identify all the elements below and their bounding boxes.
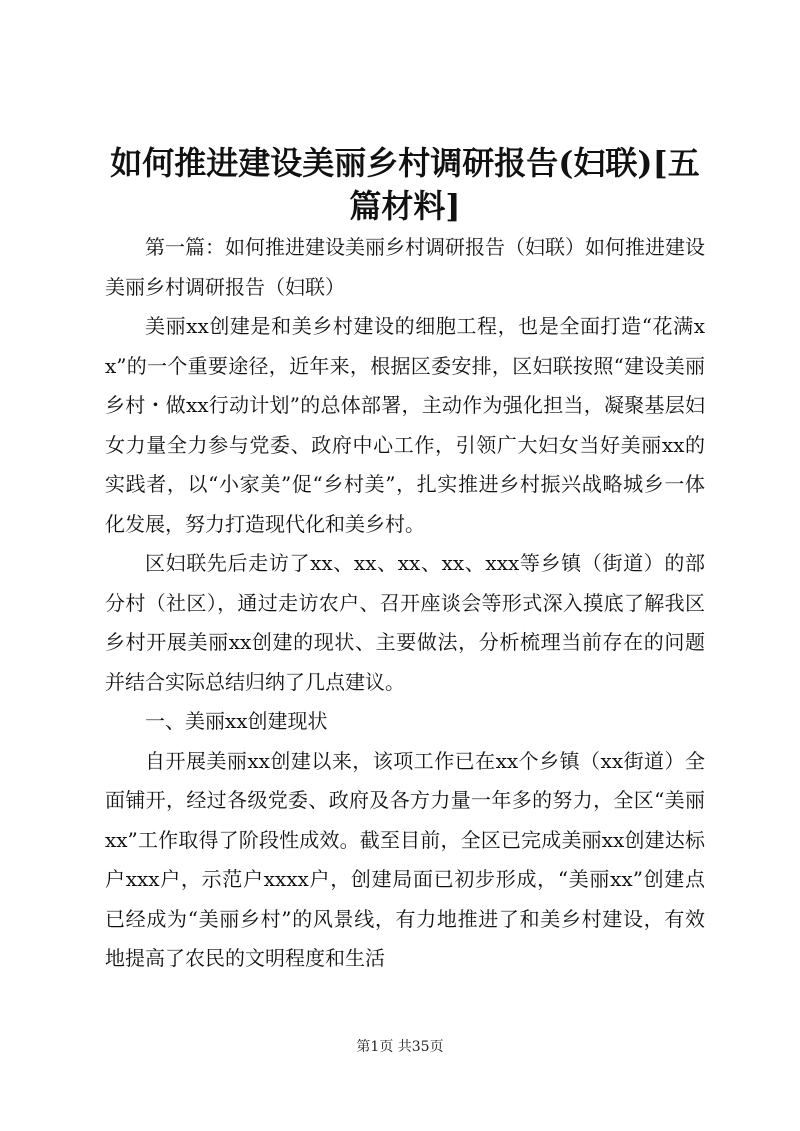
- document-body: [105, 228, 705, 979]
- section-heading: 一、美丽xx创建现状: [145, 709, 328, 733]
- paragraph-1: 第一篇：如何推进建设美丽乡村调研报告（妇联）如何推进建设美丽乡村调研报告（妇联）: [105, 235, 705, 299]
- paragraph-4: 自开展美丽xx创建以来，该项工作已在xx个乡镇（xx街道）全面铺开，经过各级党委、政府及各方力量一年多的努力，全区“美丽xx”工作取得了阶段性成效。截至目前，全区已完成美丽xx创建达标户xxx户，示范户xxxx户，创建局面已初步形成，“美丽xx”创建点已经成为“美丽乡村”的风景线，有力地推进了和美乡村建设，有效地提高了农民的文明程度和生活: [105, 748, 705, 970]
- page-footer: 第1页 共35页: [356, 1039, 444, 1055]
- document-title: 如何推进建设美丽乡村调研报告(妇联)[五篇材料]: [110, 144, 700, 225]
- paragraph-2: 美丽xx创建是和美乡村建设的细胞工程，也是全面打造“花满xx”的一个重要途径，近年来，根据区委安排，区妇联按照“建设美丽乡村・做xx行动计划”的总体部署，主动作为强化担当，凝聚基层妇女力量全力参与党委、政府中心工作，引领广大妇女当好美丽xx的实践者，以“小家美”促“乡村美”，扎实推进乡村振兴战略城乡一体化发展，努力打造现代化和美乡村。: [105, 314, 705, 536]
- paragraph-3: 区妇联先后走访了xx、xx、xx、xx、xxx等乡镇（街道）的部分村（社区），通过走访农户、召开座谈会等形式深入摸底了解我区乡村开展美丽xx创建的现状、主要做法，分析梳理当前存在的问题并结合实际总结归纳了几点建议。: [105, 551, 705, 694]
